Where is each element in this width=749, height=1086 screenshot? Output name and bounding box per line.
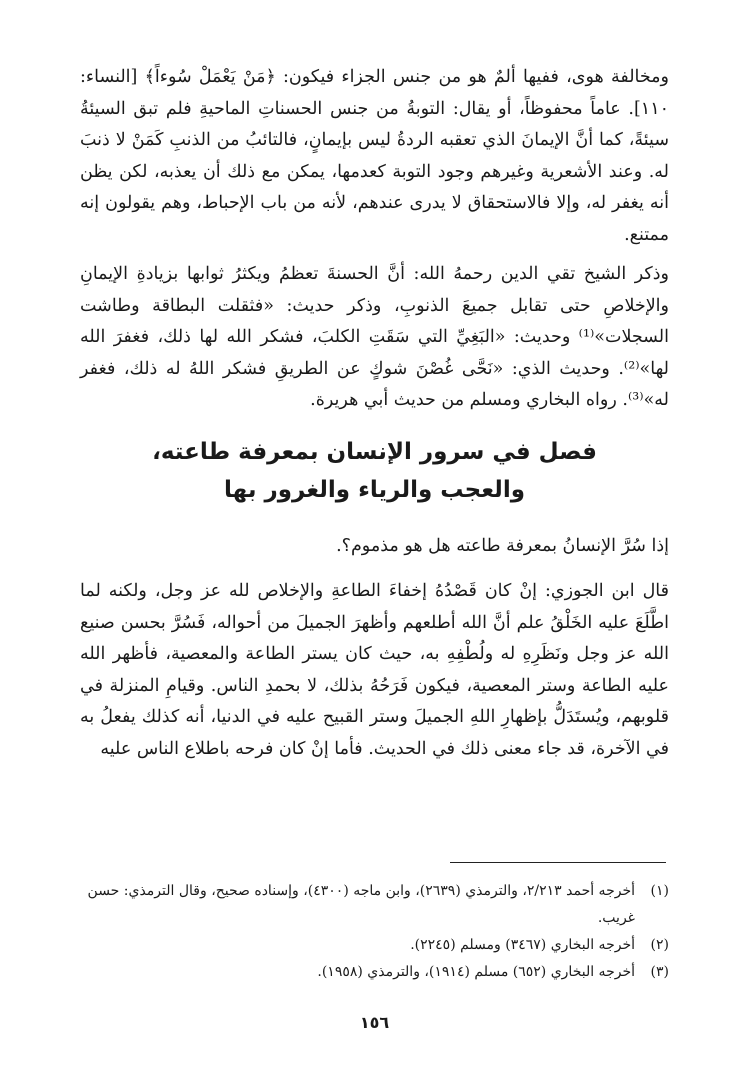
footnote-3 (80, 959, 669, 986)
section-paragraph: قال ابن الجوزي: إنْ كان قَصْدُهُ إخفاءَ الطاعةِ والإخلاص لله عز وجل، ولكنه لما اطَّلَعَ عليه الخَلْقُ علم أنَّ الله أطلعهم وأظهرَ الجميلَ من أحواله، فَسُرَّ بحسن صنيع الله عز وجل ونَظَرِهِ له ولُطْفِهِ به، حيث كان يستر الطاعة والمعصية، فأظهر الله عليه الطاعة وستر المعصية، فيكون فَرَحُهُ بذلك، لا بحمدِ الناس. وقيامِ المنزلة في قلوبهم، ويُستَدَلُّ بإظهارِ اللهِ الجميلَ وستر القبيح عليه في الدنيا، أنه كذلك يفعلُ به في الآخرة، قد جاء معنى ذلك في الحديث. فأما إنْ كان فرحه باطلاع الناس عليه (80, 581, 669, 759)
section-heading-line-1: فصل في سرور الإنسان بمعرفة طاعته، (152, 438, 597, 465)
footnote-2 (80, 932, 669, 959)
footnote-text: أخرجه أحمد ٢/٢١٣، والترمذي (٢٦٣٩)، وابن ماجه (٤٣٠٠)، وإسناده صحيح، وقال الترمذي: حسن غريب. (87, 883, 635, 926)
section-heading (80, 433, 669, 509)
body-paragraph-1: ومخالفة هوى، ففيها ألمٌ هو من جنس الجزاء فيكون: ﴿مَنْ يَعْمَلْ سُوءاً﴾ [النساء: ١١٠]. عاماً محفوظاً، أو يقال: التوبةُ من جنس الحسناتِ الماحيةِ فلم تبق السيئةُ سيئةً، كما أنَّ الإيمانَ الذي تعقبه الردةُ ليس بإيمانٍ، فالتائبُ من الذنبِ كَمَنْ لا ذنبَ له. وعند الأشعرية وغيرهم وجود التوبة كعدمها، يمكن مع ذلك أن يعذبه، لكن يظن أنه يغفر له، وإلا فالاستحقاق لا يدرى عندهم، لأنه من باب الإحباط، وهم يقولون إنه ممتنع. (80, 67, 669, 245)
footnote-number: (٣) (650, 964, 669, 980)
page-number: ١٥٦ (359, 1013, 390, 1032)
footnote-text: أخرجه البخاري (٣٤٦٧) ومسلم (٢٢٤٥). (410, 937, 635, 953)
footnote-number: (١) (650, 883, 669, 899)
footnote-divider (450, 862, 666, 863)
footnote-number: (٢) (650, 937, 669, 953)
body-paragraph-2: وذكر الشيخ تقي الدين رحمهُ الله: أنَّ الحسنةَ تعظمُ ويكثرُ ثوابها بزيادةِ الإيمانِ والإخلاصِ حتى تقابل جميعَ الذنوبِ، وذكر حديث: «فثقلت البطاقة وطاشت السجلات»⁽¹⁾ وحديث: «البَغِيِّ التي سَقَتِ الكلبَ، فشكر الله لها ذلك، فغفرَ الله لها»⁽²⁾. وحديث الذي: «نَحَّى غُصْنَ شوكٍ عن الطريقِ فشكر اللهُ له ذلك، فغفر له»⁽³⁾. رواه البخاري ومسلم من حديث أبي هريرة. (80, 264, 669, 410)
footnote-1 (80, 878, 669, 932)
section-heading-line-2: والعجب والرياء والغرور بها (224, 476, 525, 503)
footnote-text: أخرجه البخاري (٦٥٢) مسلم (١٩١٤)، والترمذي (١٩٥٨). (317, 964, 635, 980)
section-question: إذا سُرَّ الإنسانُ بمعرفة طاعته هل هو مذموم؟. (336, 535, 669, 556)
footnotes (80, 878, 669, 986)
